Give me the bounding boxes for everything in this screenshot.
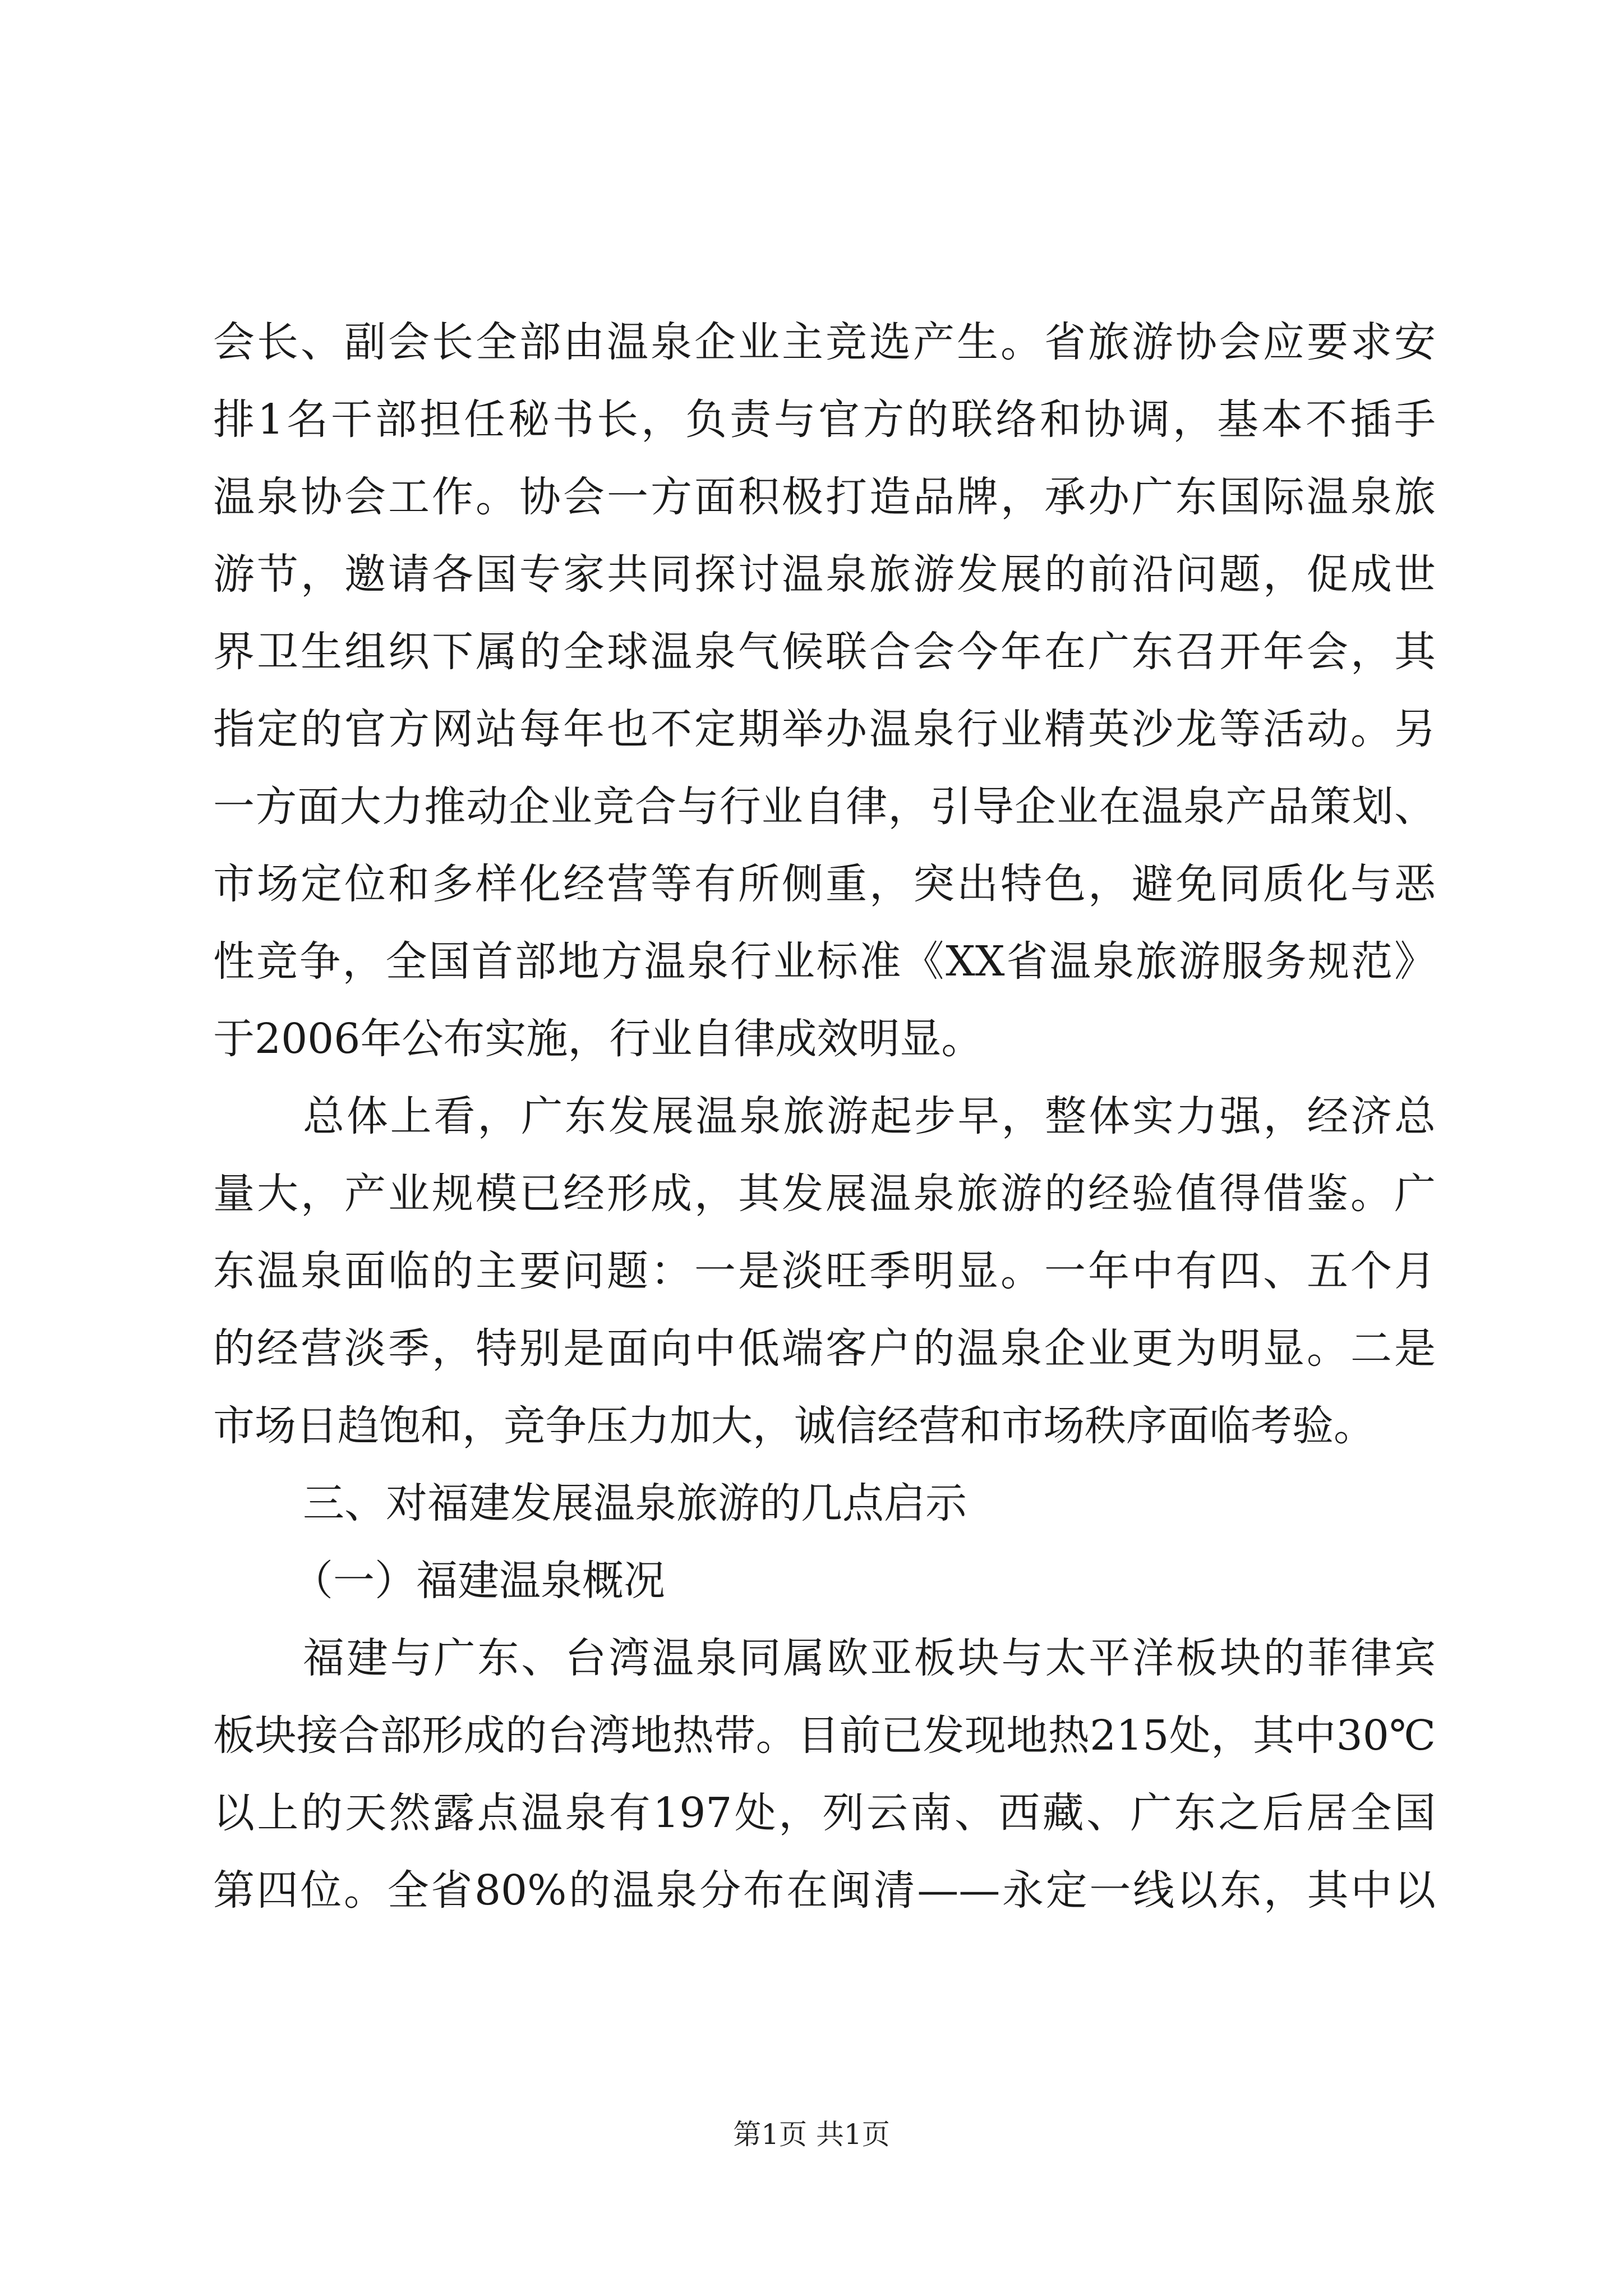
paragraph-first-line: 福建与广东、台湾温泉同属欧亚板块与太平洋板块的菲律宾	[303, 1634, 1436, 1682]
body-text-line: 温泉协会工作。协会一方面积极打造品牌，承办广东国际温泉旅	[213, 473, 1436, 521]
body-text-line: 市场定位和多样化经营等有所侧重，突出特色，避免同质化与恶	[213, 860, 1436, 908]
body-text-line: 性竞争，全国首部地方温泉行业标准《XX省温泉旅游服务规范》	[213, 937, 1436, 986]
body-text-line: 量大，产业规模已经形成，其发展温泉旅游的经验值得借鉴。广	[213, 1170, 1436, 1218]
body-text-line: 东温泉面临的主要问题：一是淡旺季明显。一年中有四、五个月	[213, 1247, 1436, 1295]
body-text-line: 第四位。全省80%的温泉分布在闽清——永定一线以东，其中以	[213, 1866, 1436, 1915]
subsection-heading: （一）福建温泉概况	[292, 1557, 665, 1605]
body-text-line: 市场日趋饱和，竞争压力加大，诚信经营和市场秩序面临考验。	[213, 1402, 1375, 1450]
page-number-footer: 第1页 共1页	[733, 2118, 890, 2151]
body-text-line: 于2006年公布实施，行业自律成效明显。	[213, 1015, 983, 1063]
body-text-line: 指定的官方网站每年也不定期举办温泉行业精英沙龙等活动。另	[213, 705, 1436, 753]
body-text-line: 的经营淡季，特别是面向中低端客户的温泉企业更为明显。二是	[213, 1324, 1436, 1373]
paragraph-first-line: 总体上看，广东发展温泉旅游起步早，整体实力强，经济总	[303, 1092, 1436, 1140]
section-heading: 三、对福建发展温泉旅游的几点启示	[303, 1479, 967, 1527]
body-text-line: 以上的天然露点温泉有197处，列云南、西藏、广东之后居全国	[213, 1789, 1436, 1837]
body-text-line: 一方面大力推动企业竞合与行业自律，引导企业在温泉产品策划、	[213, 783, 1436, 831]
body-text-line: 会长、副会长全部由温泉企业主竞选产生。省旅游协会应要求安	[213, 318, 1436, 366]
body-text-line: 板块接合部形成的台湾地热带。目前已发现地热215处，其中30℃	[213, 1711, 1436, 1760]
body-text-line: 排1名干部担任秘书长，负责与官方的联络和协调，基本不插手	[213, 395, 1436, 444]
body-text-line: 游节，邀请各国专家共同探讨温泉旅游发展的前沿问题，促成世	[213, 550, 1436, 599]
body-text-line: 界卫生组织下属的全球温泉气候联合会今年在广东召开年会，其	[213, 628, 1436, 676]
